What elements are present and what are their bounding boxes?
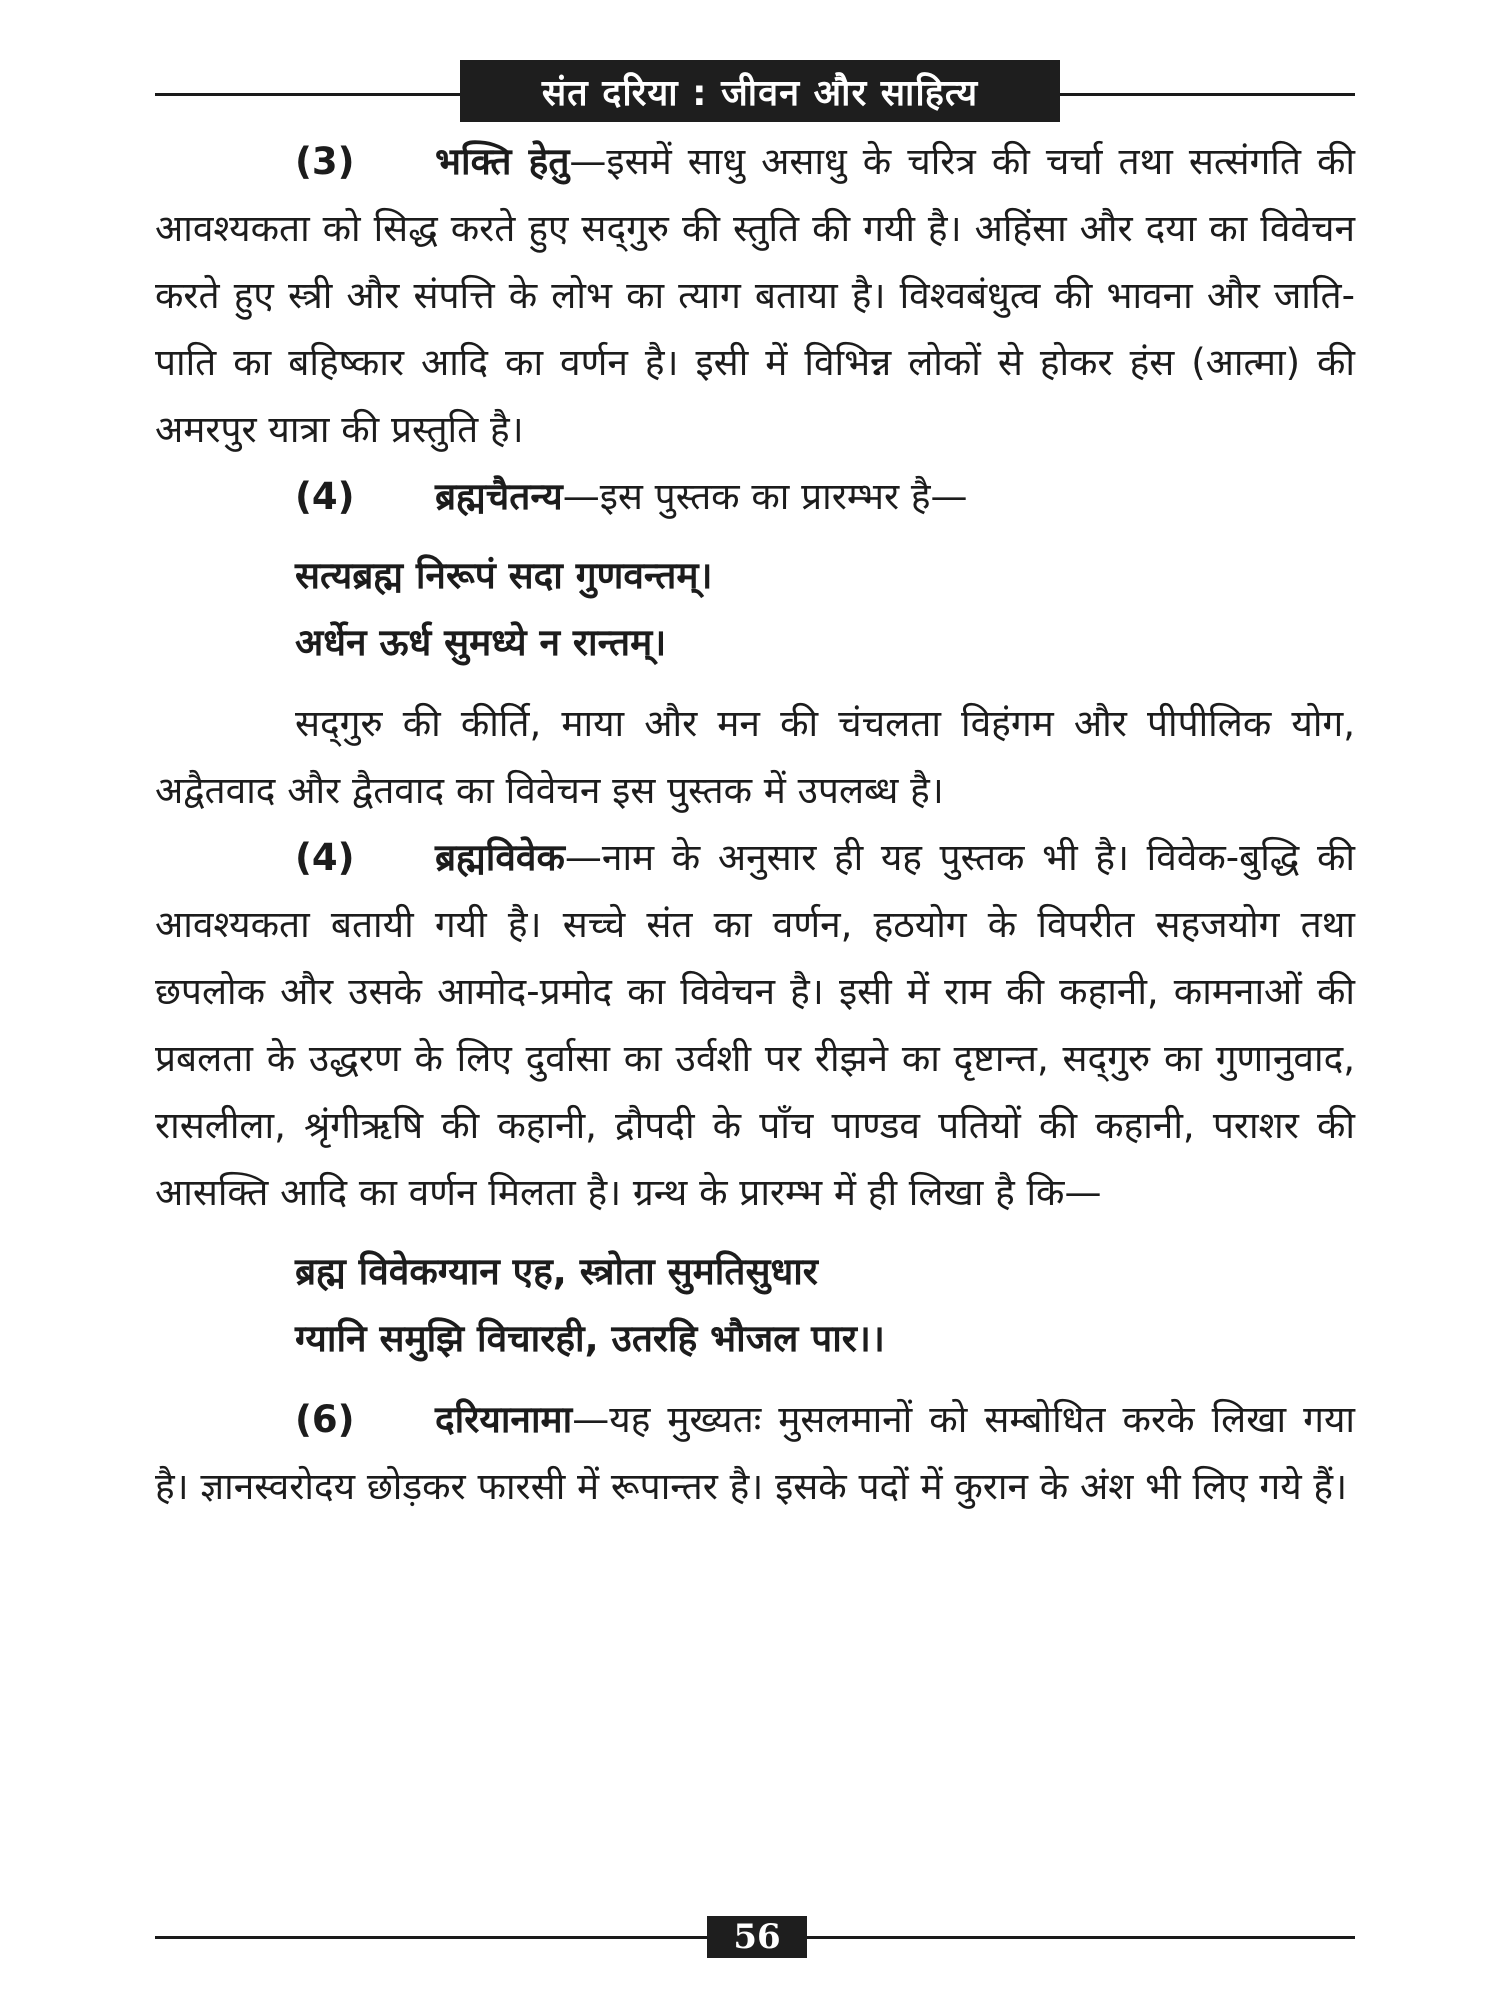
section-number: (4) — [295, 836, 355, 879]
verse-line: ग्यानि समुझि विचारही, उतरहि भौजल पार।। — [295, 1317, 885, 1360]
section-heading: भक्ति हेतु — [435, 140, 570, 183]
section-text: —इस पुस्तक का प्रारम्भर है— — [562, 475, 968, 518]
verse-line: सत्यब्रह्म निरूपं सदा गुणवन्तम्। — [295, 554, 713, 597]
section-text: —इसमें साधु असाधु के चरित्र की चर्चा तथा सत्संगति की आवश्यकता को सिद्ध करते हुए सद्‌गुरु की स्तुति की गयी है। अहिंसा और दया का विवेचन करते हुए स्त्री और संपत्ति के लोभ का त्याग बताया है। विश्वबंधुत्व की भावना और जाति-पाति का बहिष्कार आदि का वर्णन है। इसी में विभिन्न लोकों से होकर हंस (आत्मा) की अमरपुर यात्रा की प्रस्तुति है। — [155, 140, 1355, 451]
section-heading: ब्रह्मचैतन्य — [435, 475, 563, 518]
header-title: संत दरिया : जीवन और साहित्य — [541, 72, 979, 114]
running-header — [460, 60, 1060, 122]
section-brahmavivek — [155, 824, 1355, 1226]
verse-line: ब्रह्म विवेकग्यान एह, स्त्रोता सुमतिसुधार — [295, 1250, 818, 1293]
section-brahmachaitanya — [155, 463, 1355, 530]
verse-block — [155, 542, 1355, 676]
section-heading: दरियानामा — [435, 1398, 573, 1441]
section-dariyanama — [155, 1386, 1355, 1520]
page-number-box — [707, 1916, 807, 1958]
section-bhakti-hetu — [155, 128, 1355, 463]
section-number: (6) — [295, 1398, 355, 1441]
section-number: (4) — [295, 475, 355, 518]
verse-line: अर्धेन ऊर्ध सुमध्ये न रान्तम्। — [295, 621, 667, 664]
page-number: 56 — [733, 1917, 781, 1957]
section-text: —नाम के अनुसार ही यह पुस्तक भी है। विवेक-बुद्धि की आवश्यकता बतायी गयी है। सच्चे संत का वर्णन, हठयोग के विपरीत सहजयोग तथा छपलोक और उसके आमोद-प्रमोद का विवेचन है। इसी में राम की कहानी, कामनाओं की प्रबलता के उद्धरण के लिए दुर्वासा का उर्वशी पर रीझने का दृष्टान्त, सद्‌गुरु का गुणानुवाद, रासलीला, श्रृंगीऋषि की कहानी, द्रौपदी के पाँच पाण्डव पतियों की कहानी, पराशर की आसक्ति आदि का वर्णन मिलता है। ग्रन्थ के प्रारम्भ में ही लिखा है कि— — [155, 836, 1355, 1214]
verse-block — [155, 1238, 1355, 1372]
section-text: —यह मुख्यतः मुसलमानों को सम्बोधित करके लिखा गया है। ज्ञानस्वरोदय छोड़कर फारसी में रूपान्तर है। इसके पदों में कुरान के अंश भी लिए गये हैं। — [155, 1398, 1355, 1508]
section-heading: ब्रह्मविवेक — [435, 836, 565, 879]
section-number: (3) — [295, 140, 355, 183]
page-body — [155, 128, 1355, 1520]
section-text-continued: सद्‌गुरु की कीर्ति, माया और मन की चंचलता विहंगम और पीपीलिक योग, अद्वैतवाद और द्वैतवाद का विवेचन इस पुस्तक में उपलब्ध है। — [155, 702, 1355, 812]
